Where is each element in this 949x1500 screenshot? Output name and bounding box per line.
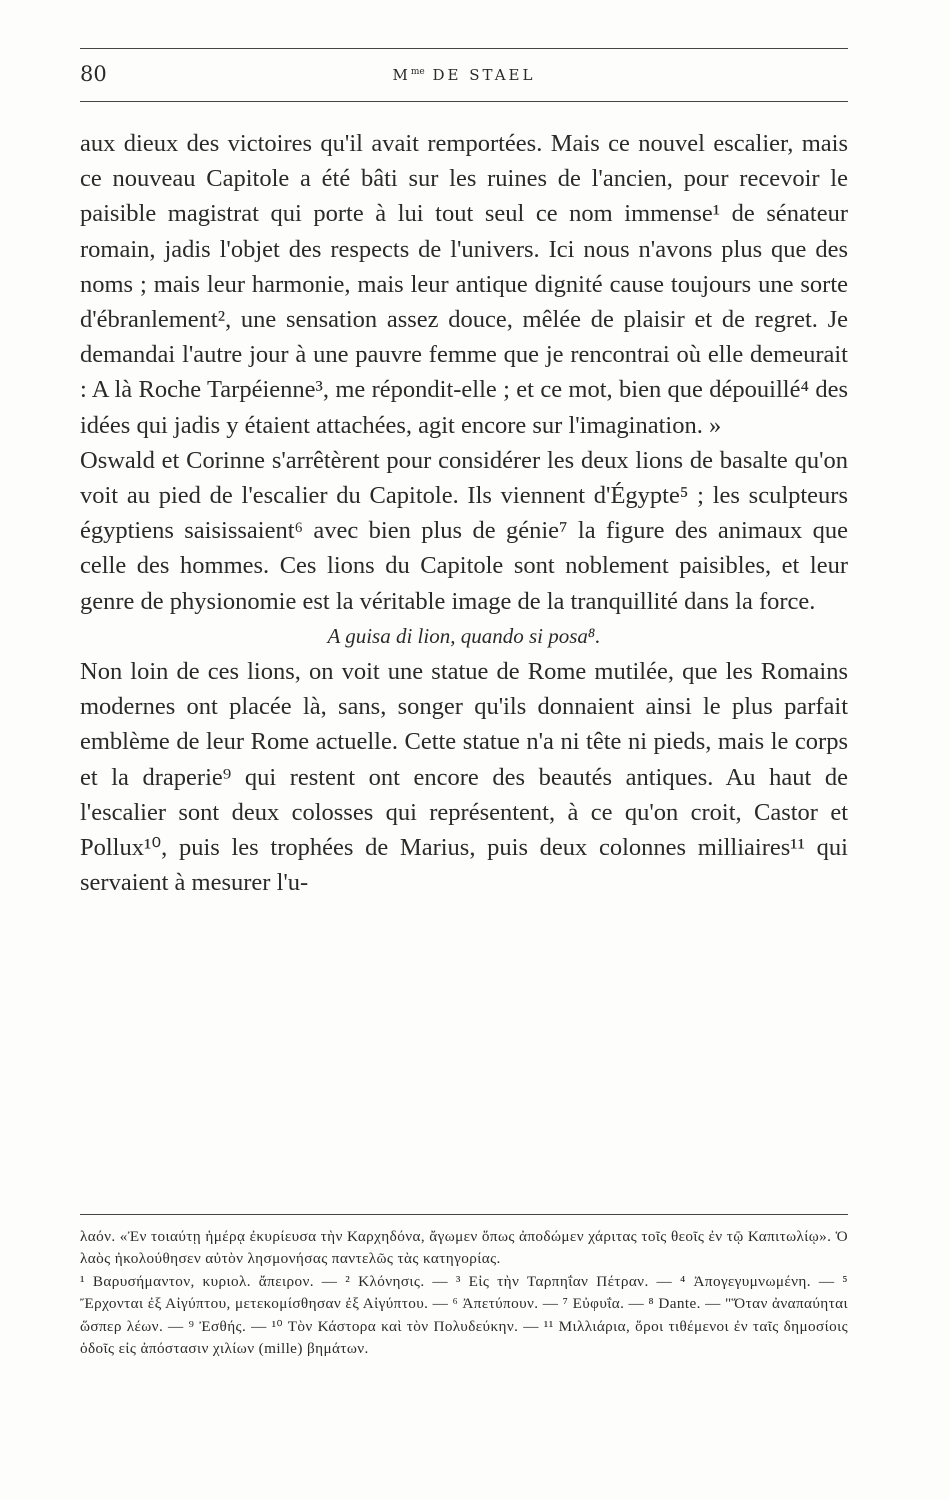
running-head-prefix: M xyxy=(392,66,411,84)
page-number: 80 xyxy=(80,62,107,86)
dante-quote: A guisa di lion, quando si posa⁸. xyxy=(327,623,601,648)
running-head xyxy=(80,66,848,84)
footnote-rule xyxy=(80,1214,848,1215)
footnotes xyxy=(80,1226,848,1360)
paragraph-1: aux dieux des victoires qu'il avait remportées. Mais ce nouvel escalier, mais ce nouveau Capitole a été bâti sur les ruines de l'ancien, pour recevoir le paisible magistrat qui porte à lui tout seul ce nom immense¹ de sénateur romain, jadis l'objet des respects de l'univers. Ici nous n'avons plus que des noms ; mais leur harmonie, mais leur antique dignité cause toujours une sorte d'ébranlement², une sensation assez douce, mêlée de plaisir et de regret. Je demandai l'autre jour à une pauvre femme que je rencontrai où elle demeurait : A là Roche Tarpéienne³, me répondit-elle ; et ce mot, bien que dépouillé⁴ des idées qui jadis y étaient attachées, agit encore sur l'imagination. » xyxy=(80,130,848,439)
footnote-list: ¹ Βαρυσήμαντον, κυριολ. ἄπειρον. — ² Κλόνησις. — ³ Εἰς τὴν Ταρπηΐαν Πέτραν. — ⁴ Ἀπογεγυμνωμένη. — ⁵ Ἔρχονται ἐξ Αἰγύπτου, μετεκομίσθησαν ἐξ Αἰγύπτου. — ⁶ Ἀπετύπουν. — ⁷ Εὐφυΐα. — ⁸ Dante. — "Ὅταν ἀναπαύηται ὥσπερ λέων. — ⁹ Ἐσθής. — ¹⁰ Τὸν Κάστορα καὶ τὸν Πολυδεύκην. — ¹¹ Μιλλιάρια, ὅροι τιθέμενοι ἐν ταῖς δημοσίοις ὁδοῖς εἰς ἀπόστασιν χιλίων (mille) βημάτων. xyxy=(80,1272,848,1358)
paragraph-2: Oswald et Corinne s'arrêtèrent pour considérer les deux lions de basalte qu'on voit au pied de l'escalier du Capitole. Ils viennent d'Égypte⁵ ; les sculpteurs égyptiens saisissaient⁶ avec bien plus de génie⁷ la figure des animaux que celle des hommes. Ces lions du Capitole sont noblement paisibles, et leur genre de physionomie est la véritable image de la tranquillité dans la force. xyxy=(80,446,848,615)
body-text xyxy=(80,126,848,900)
page-header xyxy=(80,62,848,92)
paragraph-3: Non loin de ces lions, on voit une statue de Rome mutilée, que les Romains modernes ont placée là, sans, songer qu'ils donnaient ainsi le plus parfait emblème de leur Rome actuelle. Cette statue n'a ni tête ni pieds, mais le corps et la draperie⁹ qui restent ont encore des beautés antiques. Au haut de l'escalier sont deux colosses qui représentent, à ce qu'on croit, Castor et Pollux¹⁰, puis les trophées de Marius, puis deux colonnes milliaires¹¹ qui servaient à mesurer l'u- xyxy=(80,658,848,897)
running-head-sup: me xyxy=(410,67,425,77)
footnote-continuation: λαόν. «Ἐν τοιαύτῃ ἡμέρᾳ ἐκυρίευσα τὴν Καρχηδόνα, ἄγωμεν ὅπως ἀποδώμεν χάριτας τοῖς θεοῖς ἐν τῷ Καπιτωλίῳ». Ὁ λαὸς ἠκολούθησεν αὐτὸν λησμονήσας παντελῶς τὰς κατηγορίας. xyxy=(80,1228,848,1268)
header-rule xyxy=(80,101,848,102)
running-head-rest: DE STAEL xyxy=(424,66,536,84)
top-rule xyxy=(80,48,848,49)
